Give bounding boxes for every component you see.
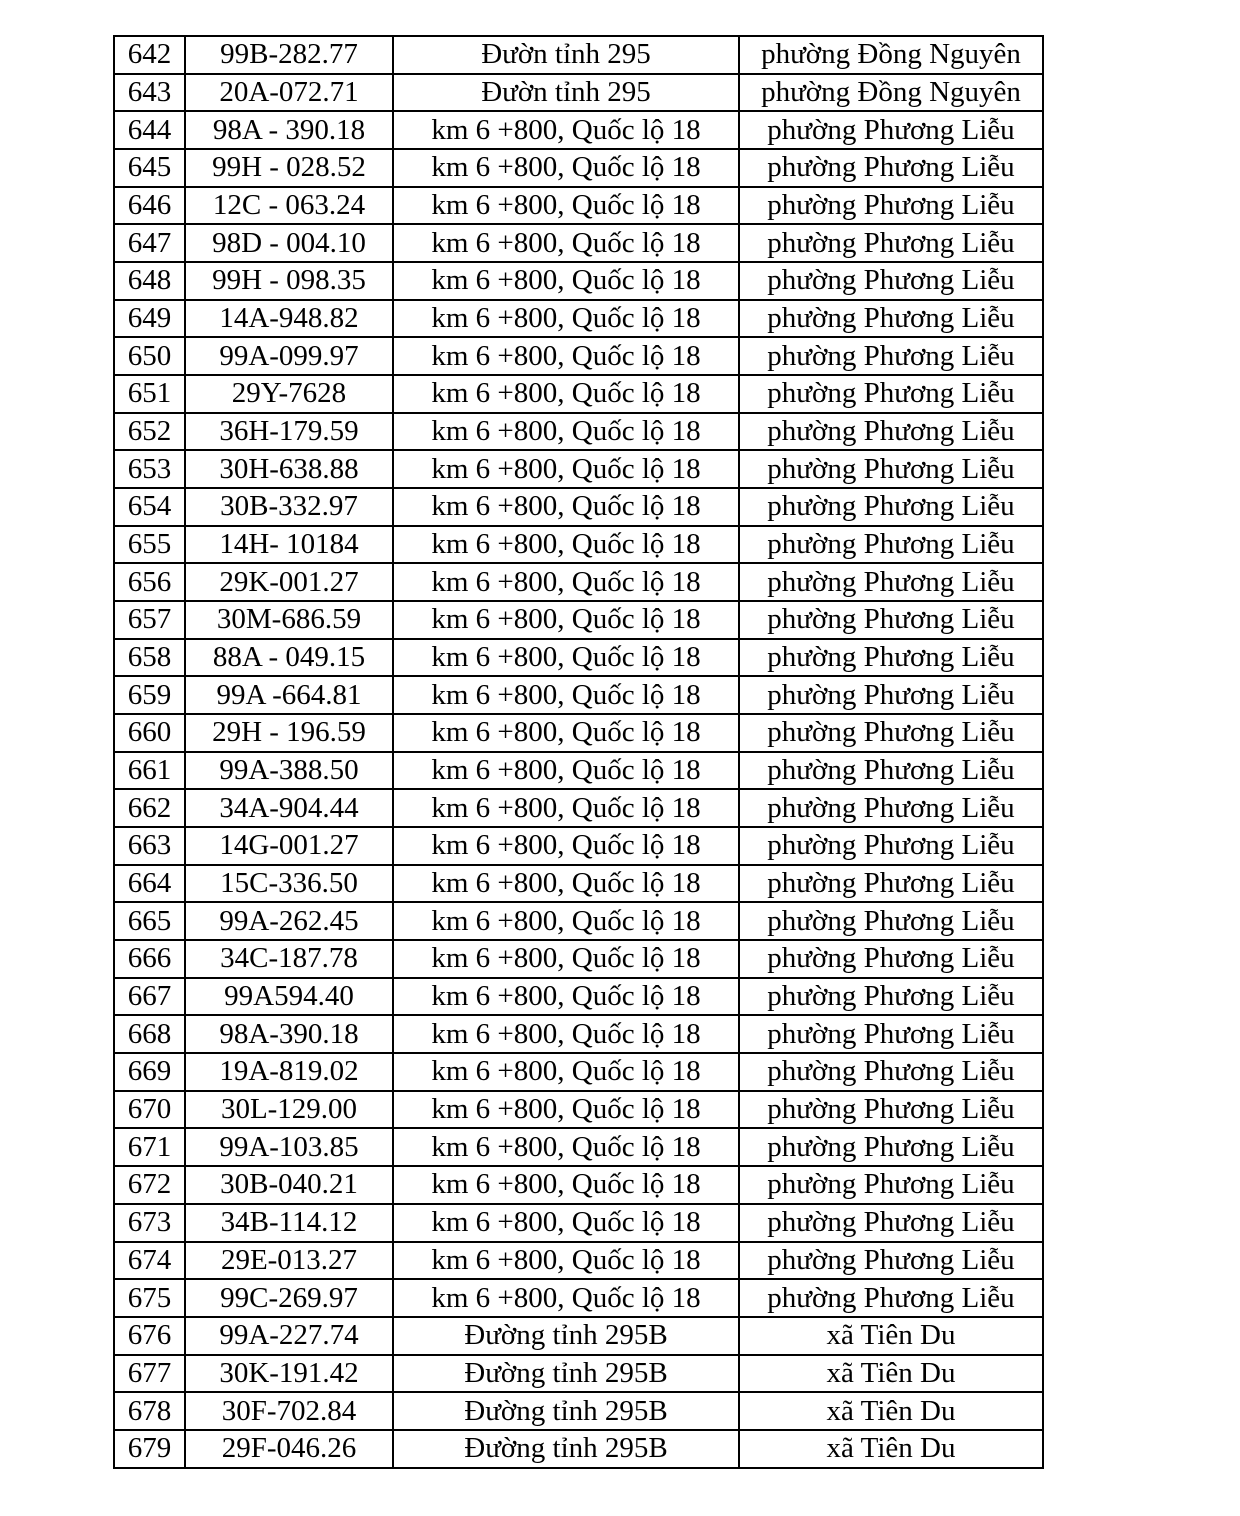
row-number-cell: 660 [114, 714, 185, 752]
row-number-cell: 673 [114, 1204, 185, 1242]
row-number-cell: 648 [114, 262, 185, 300]
license-plate-cell: 99A594.40 [185, 978, 393, 1016]
table-row [114, 413, 1043, 451]
ward-cell: phường Phương Liễu [739, 902, 1043, 940]
row-number-cell: 647 [114, 224, 185, 262]
ward-cell: phường Phương Liễu [739, 563, 1043, 601]
street-cell: km 6 +800, Quốc lộ 18 [393, 1242, 739, 1280]
row-number-cell: 664 [114, 865, 185, 903]
ward-cell: phường Phương Liễu [739, 714, 1043, 752]
license-plate-cell: 29F-046.26 [185, 1430, 393, 1468]
row-number-cell: 677 [114, 1355, 185, 1393]
license-plate-cell: 29H - 196.59 [185, 714, 393, 752]
street-cell: km 6 +800, Quốc lộ 18 [393, 902, 739, 940]
ward-cell: phường Phương Liễu [739, 300, 1043, 338]
table-row [114, 1355, 1043, 1393]
ward-cell: phường Phương Liễu [739, 676, 1043, 714]
table-row [114, 1242, 1043, 1280]
row-number-cell: 665 [114, 902, 185, 940]
license-plate-cell: 14G-001.27 [185, 827, 393, 865]
table-row [114, 827, 1043, 865]
ward-cell: phường Đồng Nguyên [739, 74, 1043, 112]
table-row [114, 865, 1043, 903]
license-plate-cell: 98A - 390.18 [185, 111, 393, 149]
table-row [114, 1279, 1043, 1317]
ward-cell: phường Phương Liễu [739, 1015, 1043, 1053]
ward-cell: phường Phương Liễu [739, 1166, 1043, 1204]
license-plate-cell: 14H- 10184 [185, 526, 393, 564]
table-row [114, 1317, 1043, 1355]
row-number-cell: 670 [114, 1091, 185, 1129]
row-number-cell: 645 [114, 149, 185, 187]
ward-cell: phường Phương Liễu [739, 1242, 1043, 1280]
street-cell: km 6 +800, Quốc lộ 18 [393, 1204, 739, 1242]
street-cell: Đường tỉnh 295B [393, 1430, 739, 1468]
row-number-cell: 661 [114, 752, 185, 790]
street-cell: km 6 +800, Quốc lộ 18 [393, 1279, 739, 1317]
row-number-cell: 646 [114, 187, 185, 225]
row-number-cell: 655 [114, 526, 185, 564]
license-plate-cell: 88A - 049.15 [185, 639, 393, 677]
license-plate-cell: 98D - 004.10 [185, 224, 393, 262]
ward-cell: phường Phương Liễu [739, 111, 1043, 149]
license-plate-cell: 30K-191.42 [185, 1355, 393, 1393]
row-number-cell: 678 [114, 1392, 185, 1430]
row-number-cell: 642 [114, 36, 185, 74]
row-number-cell: 676 [114, 1317, 185, 1355]
license-plate-cell: 12C - 063.24 [185, 187, 393, 225]
row-number-cell: 662 [114, 789, 185, 827]
license-plate-cell: 99B-282.77 [185, 36, 393, 74]
table-row [114, 526, 1043, 564]
street-cell: km 6 +800, Quốc lộ 18 [393, 375, 739, 413]
ward-cell: phường Phương Liễu [739, 187, 1043, 225]
table-row [114, 1166, 1043, 1204]
ward-cell: phường Phương Liễu [739, 488, 1043, 526]
license-plate-cell: 99A-227.74 [185, 1317, 393, 1355]
license-plate-cell: 34B-114.12 [185, 1204, 393, 1242]
street-cell: km 6 +800, Quốc lộ 18 [393, 752, 739, 790]
license-plate-cell: 99A -664.81 [185, 676, 393, 714]
license-plate-cell: 98A-390.18 [185, 1015, 393, 1053]
table-row [114, 789, 1043, 827]
table-row [114, 1128, 1043, 1166]
street-cell: km 6 +800, Quốc lộ 18 [393, 714, 739, 752]
row-number-cell: 675 [114, 1279, 185, 1317]
table-row [114, 563, 1043, 601]
ward-cell: phường Phương Liễu [739, 1053, 1043, 1091]
license-plate-cell: 29K-001.27 [185, 563, 393, 601]
street-cell: Đường tỉnh 295B [393, 1355, 739, 1393]
table-row [114, 111, 1043, 149]
street-cell: km 6 +800, Quốc lộ 18 [393, 1166, 739, 1204]
row-number-cell: 679 [114, 1430, 185, 1468]
row-number-cell: 663 [114, 827, 185, 865]
table-row [114, 300, 1043, 338]
license-plate-cell: 19A-819.02 [185, 1053, 393, 1091]
license-plate-cell: 14A-948.82 [185, 300, 393, 338]
ward-cell: phường Phương Liễu [739, 413, 1043, 451]
ward-cell: phường Đồng Nguyên [739, 36, 1043, 74]
license-plate-cell: 20A-072.71 [185, 74, 393, 112]
license-plate-cell: 30F-702.84 [185, 1392, 393, 1430]
street-cell: Đường tỉnh 295B [393, 1317, 739, 1355]
table-row [114, 639, 1043, 677]
ward-cell: phường Phương Liễu [739, 337, 1043, 375]
street-cell: km 6 +800, Quốc lộ 18 [393, 676, 739, 714]
table-row [114, 601, 1043, 639]
table-row [114, 1392, 1043, 1430]
table-row [114, 337, 1043, 375]
license-plate-cell: 15C-336.50 [185, 865, 393, 903]
ward-cell: phường Phương Liễu [739, 827, 1043, 865]
ward-cell: phường Phương Liễu [739, 526, 1043, 564]
table-row [114, 714, 1043, 752]
license-plate-cell: 99A-103.85 [185, 1128, 393, 1166]
row-number-cell: 651 [114, 375, 185, 413]
license-plate-cell: 36H-179.59 [185, 413, 393, 451]
ward-cell: phường Phương Liễu [739, 375, 1043, 413]
license-plate-cell: 29E-013.27 [185, 1242, 393, 1280]
license-plate-cell: 34A-904.44 [185, 789, 393, 827]
row-number-cell: 653 [114, 450, 185, 488]
street-cell: km 6 +800, Quốc lộ 18 [393, 262, 739, 300]
ward-cell: phường Phương Liễu [739, 752, 1043, 790]
license-plate-cell: 99C-269.97 [185, 1279, 393, 1317]
ward-cell: phường Phương Liễu [739, 1091, 1043, 1129]
ward-cell: phường Phương Liễu [739, 865, 1043, 903]
license-plate-cell: 30B-040.21 [185, 1166, 393, 1204]
license-plate-cell: 30B-332.97 [185, 488, 393, 526]
table-row [114, 36, 1043, 74]
street-cell: Đườn tỉnh 295 [393, 36, 739, 74]
row-number-cell: 672 [114, 1166, 185, 1204]
row-number-cell: 652 [114, 413, 185, 451]
table-row [114, 375, 1043, 413]
ward-cell: xã Tiên Du [739, 1430, 1043, 1468]
ward-cell: phường Phương Liễu [739, 1204, 1043, 1242]
row-number-cell: 658 [114, 639, 185, 677]
table-row [114, 1015, 1043, 1053]
table-row [114, 149, 1043, 187]
table-row [114, 262, 1043, 300]
ward-cell: phường Phương Liễu [739, 450, 1043, 488]
table-row [114, 488, 1043, 526]
street-cell: km 6 +800, Quốc lộ 18 [393, 639, 739, 677]
license-plate-cell: 99A-388.50 [185, 752, 393, 790]
street-cell: km 6 +800, Quốc lộ 18 [393, 111, 739, 149]
row-number-cell: 671 [114, 1128, 185, 1166]
ward-cell: phường Phương Liễu [739, 601, 1043, 639]
row-number-cell: 659 [114, 676, 185, 714]
street-cell: km 6 +800, Quốc lộ 18 [393, 450, 739, 488]
street-cell: km 6 +800, Quốc lộ 18 [393, 149, 739, 187]
table-row [114, 187, 1043, 225]
street-cell: km 6 +800, Quốc lộ 18 [393, 1091, 739, 1129]
table-row [114, 978, 1043, 1016]
license-plate-cell: 30M-686.59 [185, 601, 393, 639]
vehicle-table-body [114, 36, 1043, 1468]
vehicle-table [113, 35, 1044, 1469]
street-cell: km 6 +800, Quốc lộ 18 [393, 865, 739, 903]
street-cell: Đườn tỉnh 295 [393, 74, 739, 112]
license-plate-cell: 30L-129.00 [185, 1091, 393, 1129]
ward-cell: phường Phương Liễu [739, 149, 1043, 187]
street-cell: km 6 +800, Quốc lộ 18 [393, 563, 739, 601]
license-plate-cell: 99A-262.45 [185, 902, 393, 940]
row-number-cell: 669 [114, 1053, 185, 1091]
street-cell: km 6 +800, Quốc lộ 18 [393, 187, 739, 225]
table-row [114, 1053, 1043, 1091]
table-row [114, 1430, 1043, 1468]
ward-cell: phường Phương Liễu [739, 262, 1043, 300]
table-row [114, 902, 1043, 940]
street-cell: km 6 +800, Quốc lộ 18 [393, 827, 739, 865]
ward-cell: phường Phương Liễu [739, 789, 1043, 827]
table-row [114, 74, 1043, 112]
license-plate-cell: 34C-187.78 [185, 940, 393, 978]
street-cell: km 6 +800, Quốc lộ 18 [393, 488, 739, 526]
row-number-cell: 644 [114, 111, 185, 149]
ward-cell: phường Phương Liễu [739, 940, 1043, 978]
street-cell: km 6 +800, Quốc lộ 18 [393, 601, 739, 639]
ward-cell: phường Phương Liễu [739, 639, 1043, 677]
table-row [114, 450, 1043, 488]
license-plate-cell: 99A-099.97 [185, 337, 393, 375]
row-number-cell: 643 [114, 74, 185, 112]
table-row [114, 224, 1043, 262]
row-number-cell: 657 [114, 601, 185, 639]
row-number-cell: 666 [114, 940, 185, 978]
row-number-cell: 650 [114, 337, 185, 375]
ward-cell: xã Tiên Du [739, 1392, 1043, 1430]
table-row [114, 752, 1043, 790]
license-plate-cell: 29Y-7628 [185, 375, 393, 413]
street-cell: km 6 +800, Quốc lộ 18 [393, 300, 739, 338]
row-number-cell: 656 [114, 563, 185, 601]
row-number-cell: 674 [114, 1242, 185, 1280]
street-cell: km 6 +800, Quốc lộ 18 [393, 1015, 739, 1053]
row-number-cell: 668 [114, 1015, 185, 1053]
street-cell: km 6 +800, Quốc lộ 18 [393, 789, 739, 827]
street-cell: km 6 +800, Quốc lộ 18 [393, 1053, 739, 1091]
ward-cell: xã Tiên Du [739, 1355, 1043, 1393]
ward-cell: phường Phương Liễu [739, 978, 1043, 1016]
license-plate-cell: 99H - 098.35 [185, 262, 393, 300]
street-cell: km 6 +800, Quốc lộ 18 [393, 1128, 739, 1166]
street-cell: km 6 +800, Quốc lộ 18 [393, 413, 739, 451]
row-number-cell: 649 [114, 300, 185, 338]
table-row [114, 1204, 1043, 1242]
ward-cell: phường Phương Liễu [739, 1128, 1043, 1166]
row-number-cell: 667 [114, 978, 185, 1016]
ward-cell: phường Phương Liễu [739, 224, 1043, 262]
table-row [114, 1091, 1043, 1129]
street-cell: km 6 +800, Quốc lộ 18 [393, 978, 739, 1016]
table-row [114, 676, 1043, 714]
license-plate-cell: 30H-638.88 [185, 450, 393, 488]
ward-cell: xã Tiên Du [739, 1317, 1043, 1355]
row-number-cell: 654 [114, 488, 185, 526]
street-cell: km 6 +800, Quốc lộ 18 [393, 224, 739, 262]
street-cell: km 6 +800, Quốc lộ 18 [393, 337, 739, 375]
table-row [114, 940, 1043, 978]
license-plate-cell: 99H - 028.52 [185, 149, 393, 187]
street-cell: km 6 +800, Quốc lộ 18 [393, 526, 739, 564]
ward-cell: phường Phương Liễu [739, 1279, 1043, 1317]
street-cell: Đường tỉnh 295B [393, 1392, 739, 1430]
street-cell: km 6 +800, Quốc lộ 18 [393, 940, 739, 978]
